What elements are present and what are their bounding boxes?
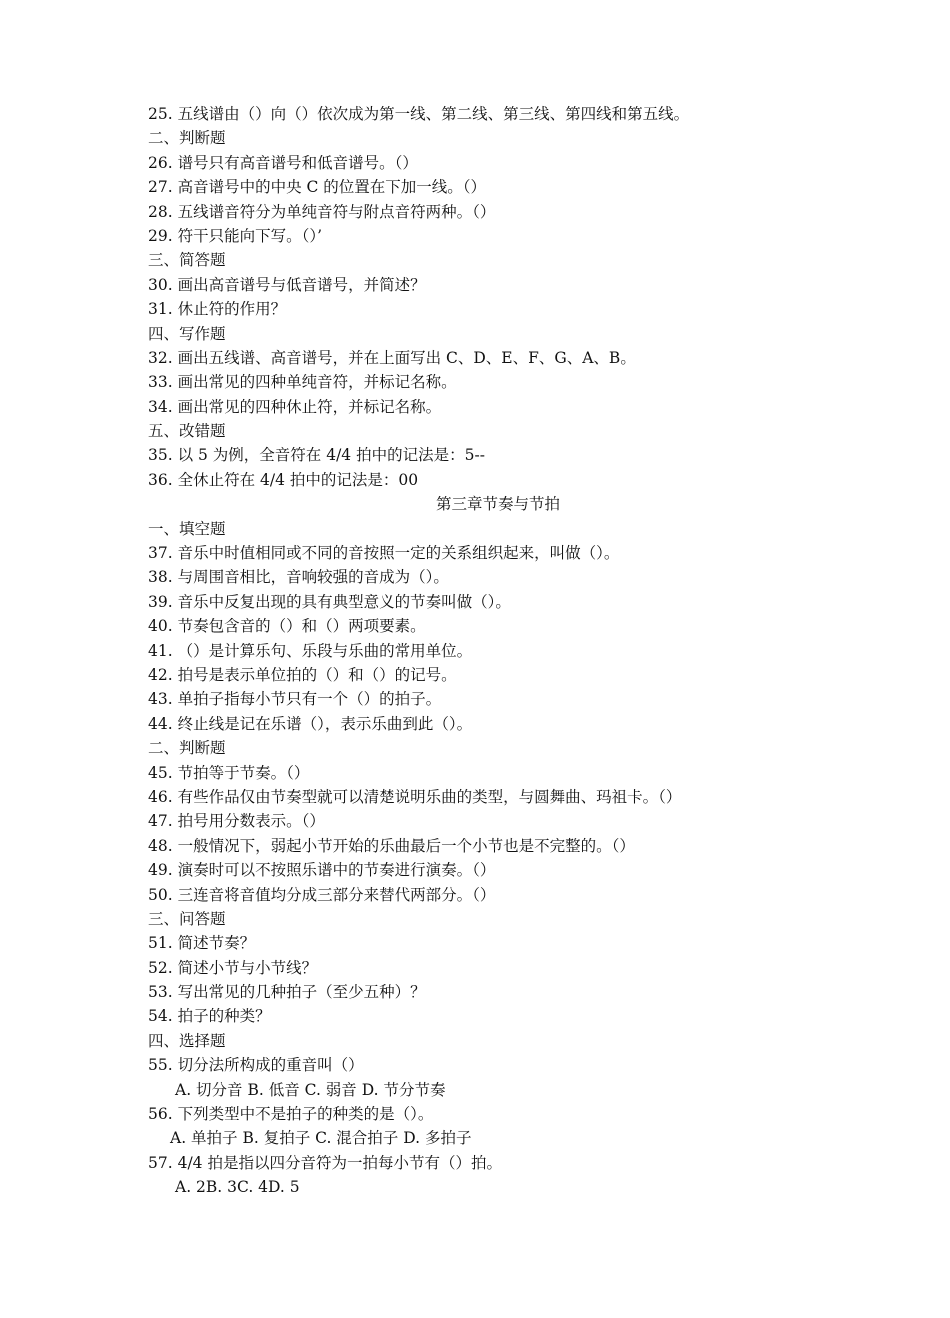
question-46: 46. 有些作品仅由节奏型就可以清楚说明乐曲的类型，与圆舞曲、玛祖卡。（） — [148, 787, 682, 806]
question-51: 51. 简述节奏？ — [148, 934, 256, 953]
question-49: 49. 演奏时可以不按照乐谱中的节奏进行演奏。（） — [148, 861, 496, 880]
question-56-options: A. 单拍子 B. 复拍子 C. 混合拍子 D. 多拍子 — [170, 1129, 472, 1148]
question-45: 45. 节拍等于节奏。（） — [148, 763, 310, 782]
question-55: 55. 切分法所构成的重音叫（） — [148, 1056, 364, 1075]
question-26: 26. 谱号只有高音谱号和低音谱号。（） — [148, 153, 418, 172]
question-33: 33. 画出常见的四种单纯音符，并标记名称。 — [148, 373, 457, 392]
section-heading-correction: 五、改错题 — [148, 422, 226, 441]
question-28: 28. 五线谱音符分为单纯音符与附点音符两种。（） — [148, 202, 496, 221]
question-54: 54. 拍子的种类？ — [148, 1007, 271, 1026]
question-31: 31. 休止符的作用？ — [148, 300, 287, 319]
question-53: 53. 写出常见的几种拍子（至少五种）？ — [148, 983, 426, 1002]
question-56: 56. 下列类型中不是拍子的种类的是（）。 — [148, 1105, 434, 1124]
section-heading-writing: 四、写作题 — [148, 324, 226, 343]
question-35: 35. 以 5 为例，全音符在 4/4 拍中的记法是：5-- — [148, 446, 485, 465]
question-47: 47. 拍号用分数表示。（） — [148, 812, 325, 831]
question-44: 44. 终止线是记在乐谱（），表示乐曲到此（）。 — [148, 714, 473, 733]
question-43: 43. 单拍子指每小节只有一个（）的拍子。 — [148, 690, 442, 709]
question-50: 50. 三连音将音值均分成三部分来替代两部分。（） — [148, 885, 496, 904]
question-40: 40. 节奏包含音的（）和（）两项要素。 — [148, 617, 426, 636]
question-29: 29. 符干只能向下写。（）’ — [148, 226, 323, 245]
question-27: 27. 高音谱号中的中央 C 的位置在下加一线。（） — [148, 178, 487, 197]
question-52: 52. 简述小节与小节线？ — [148, 958, 318, 977]
section-heading-fill-blank: 一、填空题 — [148, 519, 226, 538]
question-39: 39. 音乐中反复出现的具有典型意义的节奏叫做（）。 — [148, 592, 511, 611]
document-body — [148, 102, 828, 1200]
question-42: 42. 拍号是表示单位拍的（）和（）的记号。 — [148, 665, 457, 684]
question-30: 30. 画出高音谱号与低音谱号，并简述？ — [148, 275, 426, 294]
section-heading-short-answer: 三、简答题 — [148, 251, 226, 270]
section-heading-judgment-2: 二、判断题 — [148, 739, 226, 758]
section-heading-choice: 四、选择题 — [148, 1031, 226, 1050]
chapter-title: 第三章节奏与节拍 — [435, 495, 560, 514]
question-25: 25. 五线谱由（）向（）依次成为第一线、第二线、第三线、第四线和第五线。 — [148, 105, 690, 123]
section-heading-qa: 三、问答题 — [148, 909, 226, 928]
question-41: 41. （）是计算乐句、乐段与乐曲的常用单位。 — [148, 641, 473, 660]
question-34: 34. 画出常见的四种休止符，并标记名称。 — [148, 397, 442, 416]
question-55-options: A. 切分音 B. 低音 C. 弱音 D. 节分节奏 — [175, 1080, 446, 1099]
section-heading-judgment: 二、判断题 — [148, 129, 226, 148]
question-57-options: A. 2B. 3C. 4D. 5 — [175, 1178, 300, 1197]
question-48: 48. 一般情况下，弱起小节开始的乐曲最后一个小节也是不完整的。（） — [148, 836, 635, 855]
question-37: 37. 音乐中时值相同或不同的音按照一定的关系组织起来，叫做（）。 — [148, 544, 620, 563]
question-36: 36. 全休止符在 4/4 拍中的记法是：00 — [148, 470, 419, 489]
question-32: 32. 画出五线谱、高音谱号，并在上面写出 C、D、E、F、G、A、B。 — [148, 348, 636, 367]
question-38: 38. 与周围音相比，音响较强的音成为（）。 — [148, 568, 449, 587]
question-57: 57. 4/4 拍是指以四分音符为一拍每小节有（）拍。 — [148, 1153, 502, 1172]
